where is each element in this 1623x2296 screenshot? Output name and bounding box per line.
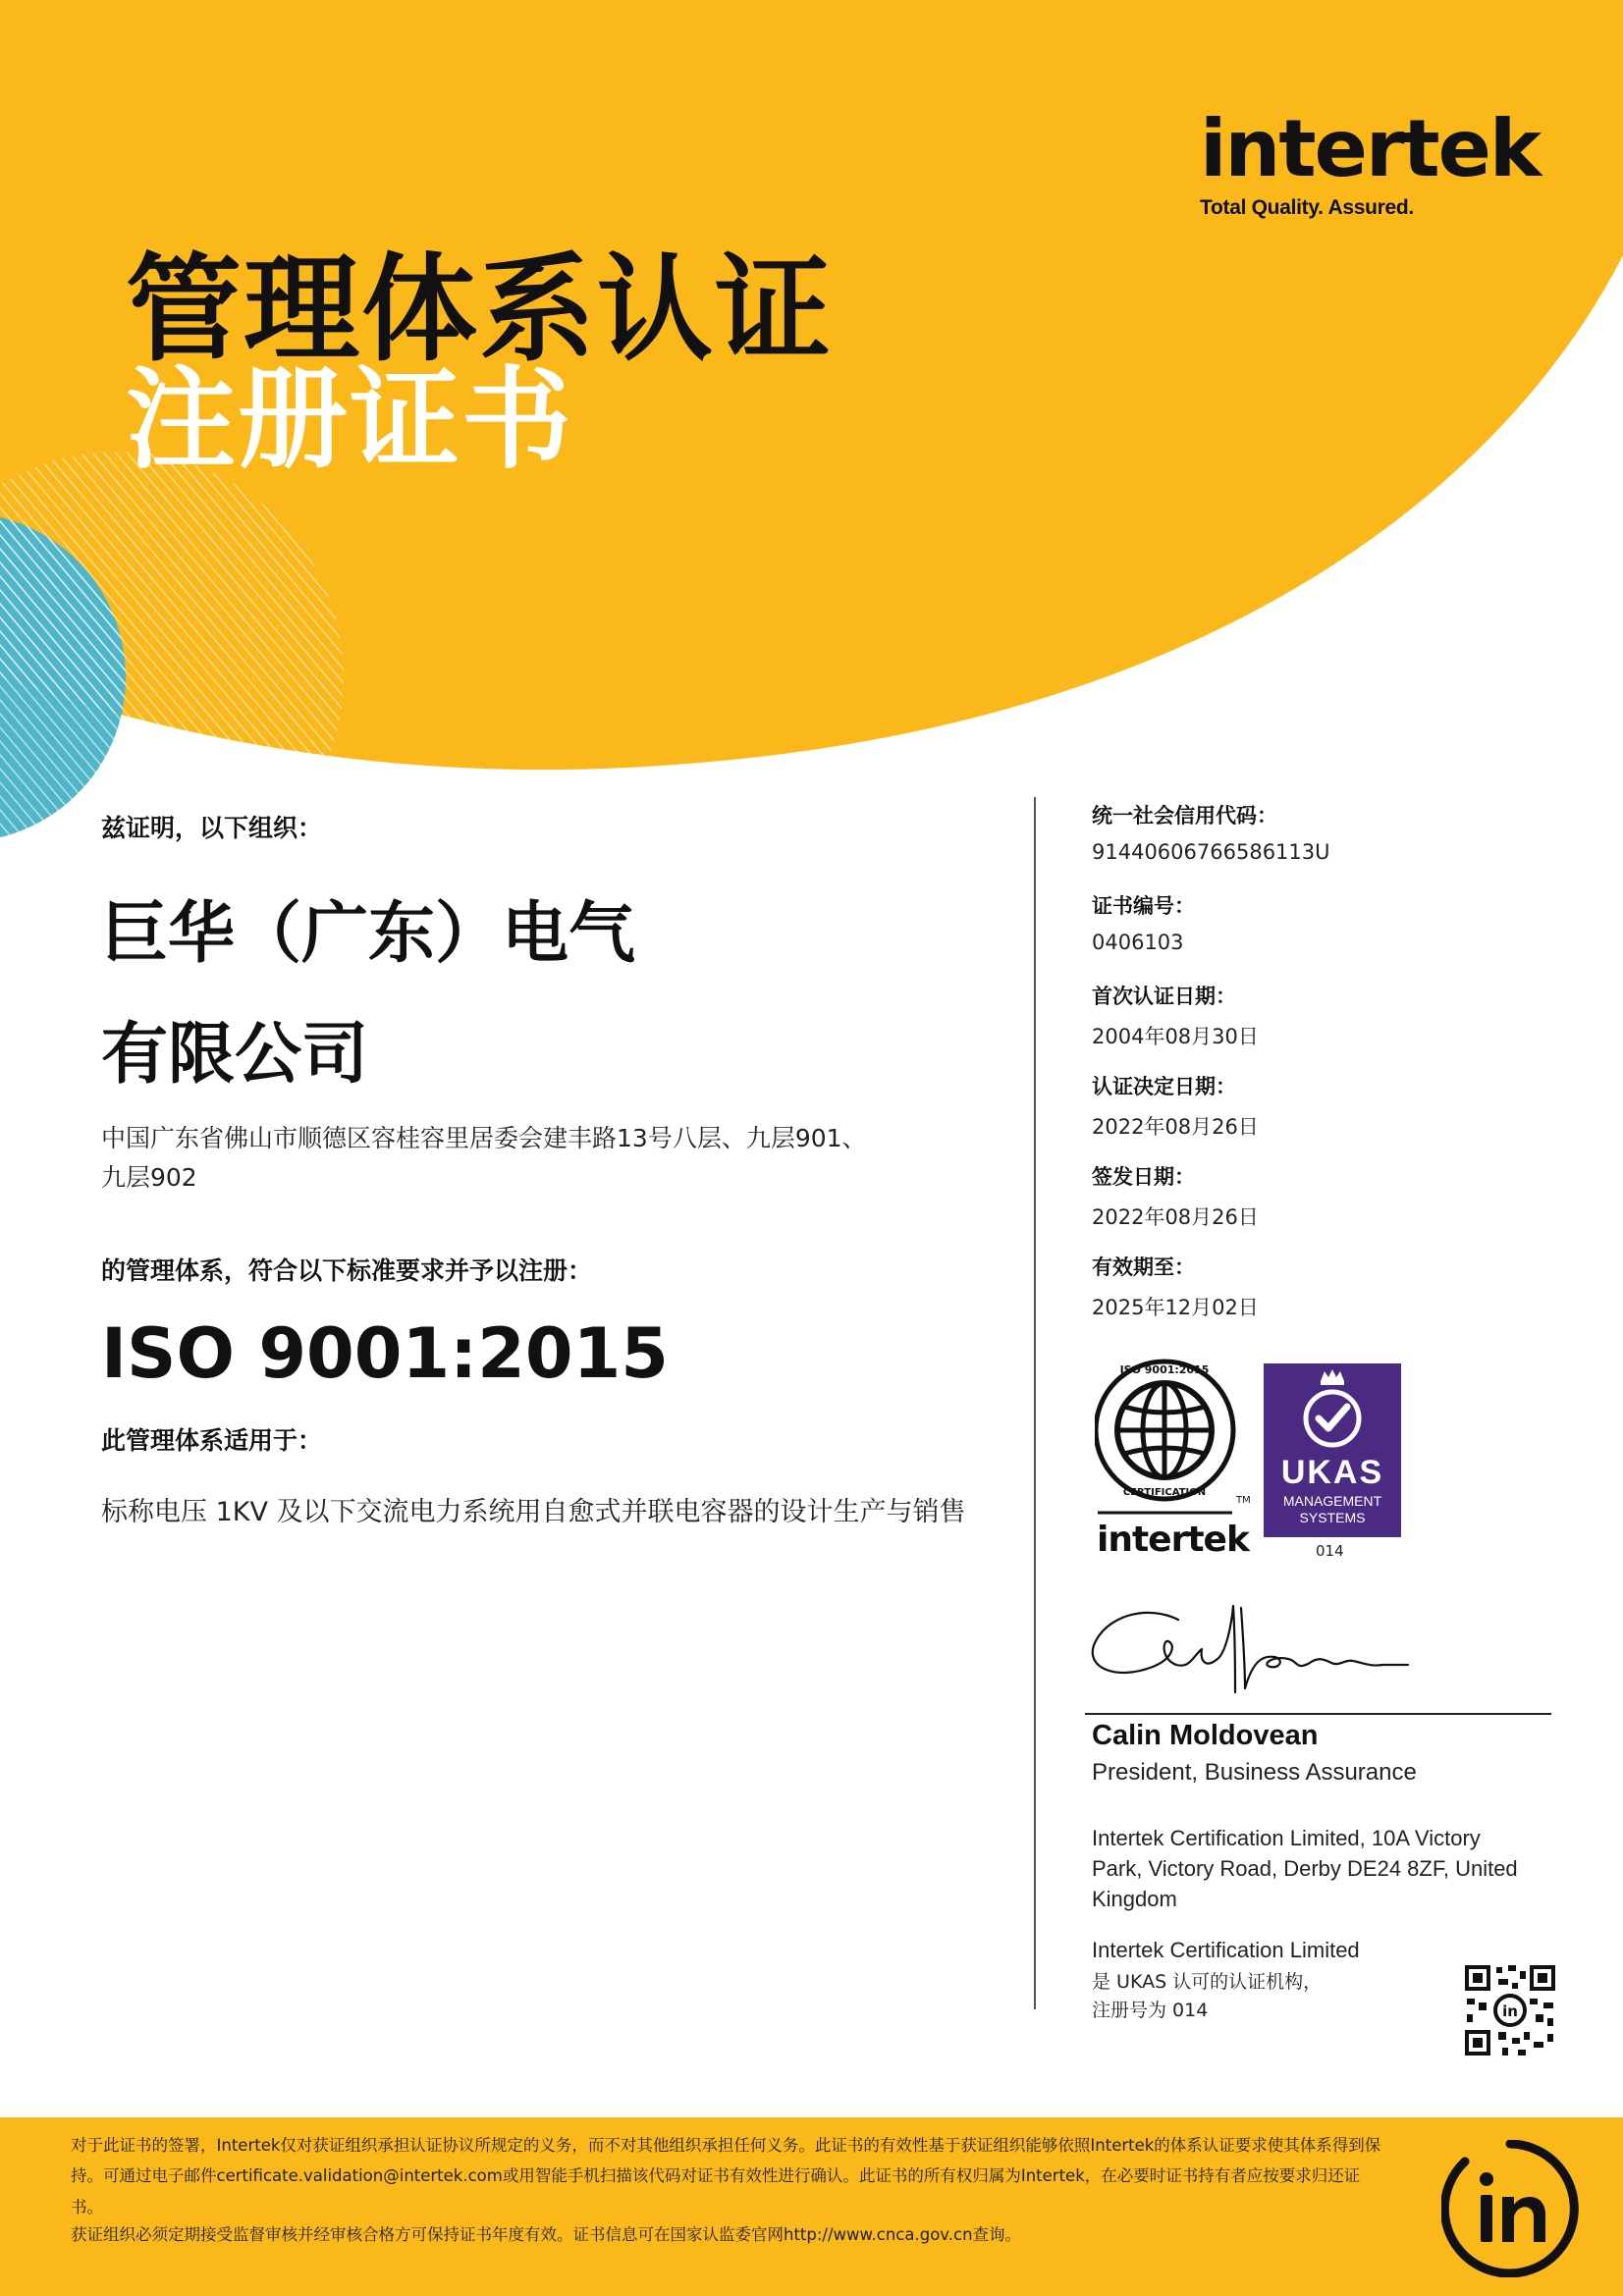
- scope-label: 此管理体系适用于：: [101, 1426, 323, 1455]
- standard-label: 的管理体系，符合以下标准要求并予以注册：: [101, 1256, 593, 1285]
- intertek-logo: [1200, 103, 1541, 220]
- tm-mark: TM: [1236, 1495, 1251, 1506]
- footer-disclaimer: 对于此证书的签署，Intertek仅对获证组织承担认证协议所规定的义务，而不对其他组织承担任何义务。此证书的有效性基于获证组织能够依照Intertek的体系认证要求使其体系得到保持。可通过电子邮件certificate.validation@intertek.com或用智能手机扫描该代码对证书有效性进行确认。此证书的所有权归属为Intertek，在必要时证书持有者应按要求归还证书。: [71, 2136, 1381, 2216]
- expiry-date-value: 2025年12月02日: [1092, 1296, 1259, 1319]
- accreditation-line3: 注册号为 014: [1092, 2000, 1209, 2021]
- iso-certification-mark: [1095, 1358, 1252, 1564]
- issue-date-label: 签发日期：: [1092, 1165, 1195, 1189]
- certification-body-address: Intertek Certification Limited, 10A Victory Park, Victory Road, Derby DE24 8ZF, United Kingdom: [1092, 1826, 1518, 1911]
- signer-name: Calin Moldovean: [1092, 1720, 1319, 1751]
- organization-name-line1: 巨华（广东）电气: [101, 895, 636, 973]
- signature-line: [1085, 1713, 1551, 1715]
- brand-tagline: Total Quality. Assured.: [1200, 196, 1414, 219]
- certificate-title-line2: 注册证书: [126, 356, 573, 484]
- issue-date-value: 2022年08月26日: [1092, 1205, 1259, 1229]
- expiry-date-label: 有效期至：: [1092, 1255, 1195, 1279]
- organization-name-line2: 有限公司: [101, 1016, 369, 1094]
- intertek-in-icon: [1441, 2140, 1579, 2277]
- iso-badge-text: ISO 9001:2015: [1119, 1363, 1210, 1376]
- standard-name: ISO 9001:2015: [101, 1313, 669, 1394]
- certificate-title-line1: 管理体系认证: [126, 241, 834, 377]
- first-certification-date-value: 2004年08月30日: [1092, 1025, 1259, 1048]
- decision-date-value: 2022年08月26日: [1092, 1115, 1259, 1139]
- address-line1: 中国广东省佛山市顺德区容桂容里居委会建丰路13号八层、九层901、: [101, 1124, 867, 1152]
- organization-address: [101, 1119, 946, 1198]
- signer-title: President, Business Assurance: [1092, 1759, 1417, 1786]
- crown-tick-icon: [1291, 1367, 1374, 1450]
- scope-text: 标称电压 1KV 及以下交流电力系统用自愈式并联电容器的设计生产与销售: [101, 1497, 966, 1527]
- address-line2: 九层902: [101, 1163, 197, 1192]
- accreditation-line1: Intertek Certification Limited: [1092, 1938, 1360, 1962]
- qr-code-icon: [1463, 1963, 1557, 2057]
- svg-text:in: in: [1502, 2002, 1518, 2020]
- ukas-mark: [1264, 1363, 1401, 1537]
- ukas-sub1: MANAGEMENT: [1282, 1493, 1382, 1509]
- intertek-wordmark: intertek: [1097, 1520, 1249, 1560]
- intro-label: 兹证明，以下组织：: [101, 814, 323, 842]
- ukas-number: 014: [1316, 1542, 1344, 1560]
- iso-badge-bottom: CERTIFICATION: [1122, 1487, 1207, 1498]
- ukas-sub2: SYSTEMS: [1299, 1510, 1366, 1525]
- certificate-number-value: 0406103: [1092, 931, 1184, 954]
- handwritten-signature: [1088, 1598, 1441, 1706]
- credit-code-label: 统一社会信用代码：: [1092, 804, 1277, 828]
- first-certification-date-label: 首次认证日期：: [1092, 985, 1236, 1008]
- brand-name: intertek: [1200, 103, 1541, 194]
- certificate-number-label: 证书编号：: [1092, 894, 1195, 918]
- footer-note: 获证组织必须定期接受监督审核并经审核合格方可保持证书年度有效。证书信息可在国家认监委官网http://www.cnca.gov.cn查询。: [71, 2225, 1022, 2244]
- accreditation-line2: 是 UKAS 认可的认证机构，: [1092, 1971, 1323, 1993]
- column-divider: [1034, 797, 1036, 2009]
- credit-code-value: 91440606766586113U: [1092, 840, 1330, 864]
- ukas-title: UKAS: [1280, 1454, 1384, 1491]
- decision-date-label: 认证决定日期：: [1092, 1075, 1236, 1098]
